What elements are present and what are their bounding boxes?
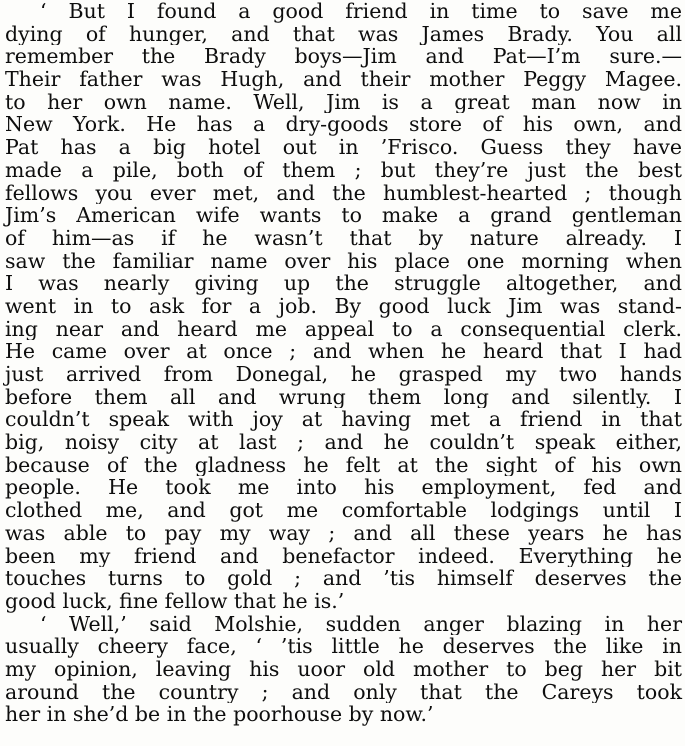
text-line: ‘ Well,’ said Molshie, sudden anger blazing in her <box>40 612 682 636</box>
text-line: ing near and heard me appeal to a consequential clerk. <box>5 317 682 341</box>
text-line: before them all and wrung them long and silently. I <box>5 385 682 409</box>
text-line: big, noisy city at last ; and he couldn’t speak either, <box>5 431 682 454</box>
text-line: New York. He has a dry-goods store of his own, and <box>5 113 682 137</box>
text-line: to her own name. Well, Jim is a great man now in <box>5 90 682 114</box>
text-line: went in to ask for a job. By good luck Jim was stand- <box>5 294 682 318</box>
text-line: around the country ; and only that the Careys took <box>5 680 682 704</box>
text-line: good luck, fine fellow that he is.’ <box>5 589 345 613</box>
text-line: Jim’s American wife wants to make a grand gentleman <box>5 204 682 227</box>
text-line: her in she’d be in the poorhouse by now.’ <box>5 703 434 726</box>
text-line: dying of hunger, and that was James Brady. You all <box>5 22 682 46</box>
text-line: people. He took me into his employment, fed and <box>5 476 682 500</box>
text-line: because of the gladness he felt at the sight of his own <box>5 453 682 477</box>
text-line: couldn’t speak with joy at having met a friend in that <box>5 408 682 432</box>
text-line: touches turns to gold ; and ’tis himself deserves the <box>5 567 682 590</box>
text-line: clothed me, and got me comfortable lodgings until I <box>5 499 682 522</box>
text-line: ‘ But I found a good friend in time to save me <box>40 0 682 23</box>
text-line: was able to pay my way ; and all these years he has <box>5 521 682 545</box>
text-line: saw the familiar name over his place one morning when <box>5 249 682 273</box>
text-line: just arrived from Donegal, he grasped my two hands <box>5 363 682 386</box>
text-line: made a pile, both of them ; but they’re just the best <box>5 158 682 182</box>
text-line: He came over at once ; and when he heard that I had <box>5 340 682 363</box>
text-line: Pat has a big hotel out in ’Frisco. Guess they have <box>5 136 682 159</box>
text-line: been my friend and benefactor indeed. Everything he <box>5 544 682 568</box>
text-line: remember the Brady boys—Jim and Pat—I’m sure.— <box>5 45 682 69</box>
text-line: of him—as if he wasn’t that by nature already. I <box>5 226 682 250</box>
text-line: I was nearly giving up the struggle altogether, and <box>5 272 682 295</box>
text-line: my opinion, leaving his uoor old mother to beg her bit <box>5 657 682 681</box>
text-line: fellows you ever met, and the humblest-hearted ; though <box>5 181 682 205</box>
text-line: Their father was Hugh, and their mother Peggy Magee. <box>5 68 682 91</box>
text-line: usually cheery face, ‘ ’tis little he deserves the like in <box>5 635 682 658</box>
paragraph <box>0 613 685 726</box>
